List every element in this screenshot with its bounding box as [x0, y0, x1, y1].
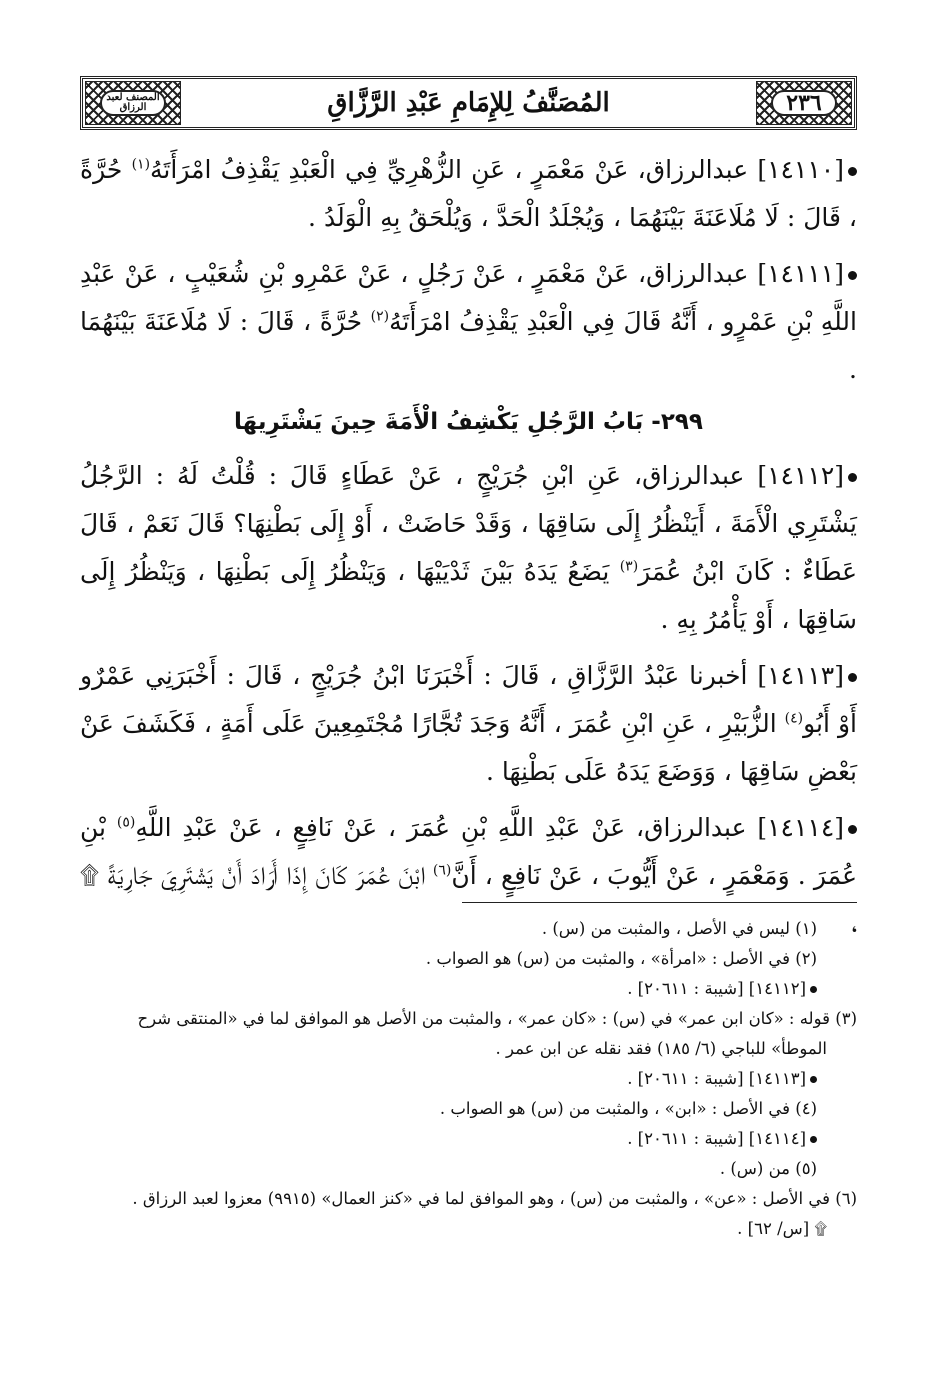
footnote-text: الموطأ» للباجي (٦/ ١٨٥) فقد نقله عن ابن عمر .: [495, 1039, 827, 1058]
footnote-text: ۩ [س/ ٦٢] .: [737, 1219, 827, 1238]
hadith-text: ابْنَ عُمَرَ كَانَ إِذَا أَرَادَ أَنْ يَشْتَرِيَ جَارِيَةً ۩ ،: [80, 861, 857, 938]
hadith-text: [١٤١١٢]: [744, 461, 845, 490]
hadith-entry: [80, 652, 857, 796]
chapter-title: ٢٩٩- بَابُ الرَّجُلِ يَكْشِفُ الْأَمَةَ حِينَ يَشْتَرِيهَا: [234, 409, 703, 435]
footnote-text: (٦) في الأصل : «عن» ، والمثبت من (س) ، وهو الموافق لما في «كنز العمال» (٩٩١٥) معزوا لعبد الرزاق .: [132, 1189, 857, 1208]
footnote-line: [80, 1004, 857, 1034]
hadith-text: [١٤١١٠]: [748, 155, 844, 184]
footnotes: [80, 914, 857, 1244]
footnote-text: [١٤١١٤] [شيبة : ٢٠٦١١] .: [627, 1129, 806, 1148]
hadith-entry: [80, 452, 857, 644]
footnote-text: (٢) في الأصل : «امرأة» ، والمثبت من (س) هو الصواب .: [425, 949, 817, 968]
hadith-text: ، عَنْ عَبْدِ اللَّهِ بْنِ عُمَرَ ، عَنْ نَافِعٍ ، عَنْ عَبْدِ اللَّهِ: [135, 813, 645, 842]
footnote-ref: (٢): [370, 308, 390, 325]
hadith-text: أخبرنا: [689, 661, 748, 690]
hadith-text: [١٤١١٣]: [747, 661, 844, 690]
book-page: [80, 76, 857, 1366]
bullet-icon: [848, 167, 857, 176]
footnote-line: [80, 1214, 857, 1244]
hadith-text: ، عَنْ مَعْمَرٍ ، عَنِ الزُّهْرِيِّ فِي الْعَبْدِ يَقْذِفُ امْرَأَتَهُ: [150, 155, 646, 184]
footnote-divider: [462, 902, 857, 903]
hadith-list-a: [80, 146, 857, 394]
footnote-text: (١) ليس في الأصل ، والمثبت من (س) .: [541, 919, 817, 938]
bullet-icon: [810, 1076, 817, 1083]
hadith-text: عبدالرزاق: [642, 461, 745, 490]
hadith-text: [١٤١١٤]: [746, 813, 845, 842]
footnote-ref: (٥): [116, 814, 136, 831]
running-title: المُصَنَّفُ لِلإِمَامِ عَبْدِ الرَّزَّاقِ: [327, 88, 610, 118]
hadith-text: ، عَنِ ابْنِ جُرَيْجٍ ، عَنْ عَطَاءٍ قَالَ : قُلْتُ لَهُ : الرَّجُلُ يَشْتَرِي الْأَمَةَ ، أَيَنْظُرُ إِلَى سَاقِهَا ، وَقَدْ حَاضَتْ ، أَوْ إِلَى بَطْنِهَا؟ قَالَ نَعَمْ ، قَالَ عَطَاءٌ : كَانَ ابْنُ عُمَرَ: [80, 461, 857, 586]
footnote-text: (٤) في الأصل : «ابن» ، والمثبت من (س) هو الصواب .: [439, 1099, 817, 1118]
emblem-text: المصنف لعبد الرزاق: [106, 91, 160, 113]
page-number: ٢٣٦: [786, 90, 822, 116]
bullet-icon: [810, 986, 817, 993]
footnote-ref: (١): [131, 156, 151, 173]
footnote-line: [80, 1154, 857, 1184]
footnote-text: [١٤١١٣] [شيبة : ٢٠٦١١] .: [627, 1069, 806, 1088]
footnote-line: [80, 1184, 857, 1214]
footnote-ref: (٦): [432, 862, 452, 879]
hadith-text: عبدالرزاق: [644, 813, 747, 842]
hadith-entry: [80, 250, 857, 394]
footnote-text: (٣) قوله : «كان ابن عمر» في (س) : «كان عمر» ، والمثبت من الأصل هو الموافق لما في «المنتقى شرح: [137, 1009, 857, 1028]
bullet-icon: [848, 825, 857, 834]
emblem-ornament: [85, 81, 181, 125]
hadith-text: عَبْدُ الرَّزَّاقِ ، قَالَ : أَخْبَرَنَا ابْنُ جُرَيْجٍ ، قَالَ : أَخْبَرَنِي عَمْرٌو أَوْ أَبُو: [80, 661, 857, 738]
page-header: [80, 76, 857, 130]
hadith-text: حُرَّةً ، قَالَ : لَا مُلَاعَنَةَ بَيْنَهُمَا .: [80, 307, 857, 384]
hadith-text: الزُّبَيْرِ ، عَنِ ابْنِ عُمَرَ ، أَنَّهُ وَجَدَ تُجَّارًا مُجْتَمِعِينَ عَلَى أَمَةٍ ، فَكَشَفَ عَنْ بَعْضِ سَاقِهَا ، وَوَضَعَ يَدَهُ عَلَى بَطْنِهَا .: [80, 709, 857, 786]
footnote-line: [80, 1094, 857, 1124]
hadith-text: بْنِ عُمَرَ . وَمَعْمَرٍ ، عَنْ أَيُّوبَ ، عَنْ نَافِعٍ ، أَنَّ: [80, 813, 857, 890]
footnote-ref: (٣): [619, 558, 639, 575]
hadith-list-b: [80, 452, 857, 948]
hadith-text: عبدالرزاق: [646, 259, 749, 288]
footnote-text: (٥) من (س) .: [719, 1159, 817, 1178]
hadith-text: حُرَّةً ، قَالَ : لَا مُلَاعَنَةَ بَيْنَهُمَا ، وَيُجْلَدُ الْحَدَّ ، وَيُلْحَقُ بِهِ الْوَلَدُ .: [80, 155, 857, 232]
footnote-line: [80, 1034, 857, 1064]
footnote-line: [80, 944, 857, 974]
emblem-cartouche: [100, 90, 166, 116]
hadith-text: يَضَعُ يَدَهُ بَيْنَ ثَدْيَيْهَا ، وَيَنْظُرُ إِلَى بَطْنِهَا ، وَيَنْظُرُ إِلَى سَاقِهَا ، أَوْ يَأْمُرُ بِهِ .: [80, 557, 857, 634]
hadith-text: [١٤١١١]: [748, 259, 844, 288]
bullet-icon: [848, 473, 857, 482]
page-number-ornament: [756, 81, 852, 125]
footnote-text: [١٤١١٢] [شيبة : ٢٠٦١١] .: [627, 979, 806, 998]
bullet-icon: [810, 1136, 817, 1143]
bullet-icon: [848, 271, 857, 280]
footnote-ref: (٤): [784, 710, 804, 727]
hadith-text: ، عَنْ مَعْمَرٍ ، عَنْ رَجُلٍ ، عَنْ عَمْرِو بْنِ شُعَيْبٍ ، عَنْ عَبْدِ اللَّهِ بْنِ عَمْرٍو ، أَنَّهُ قَالَ فِي الْعَبْدِ يَقْذِفُ امْرَأَتَهُ: [80, 259, 857, 336]
page-number-cartouche: [771, 90, 837, 116]
bullet-icon: [848, 673, 857, 682]
main-text: [80, 146, 857, 956]
hadith-entry: [80, 146, 857, 242]
hadith-text: عبدالرزاق: [645, 155, 749, 184]
footnote-line: [80, 914, 857, 944]
footnote-line: [80, 1064, 857, 1094]
footnote-line: [80, 974, 857, 1004]
footnote-line: [80, 1124, 857, 1154]
